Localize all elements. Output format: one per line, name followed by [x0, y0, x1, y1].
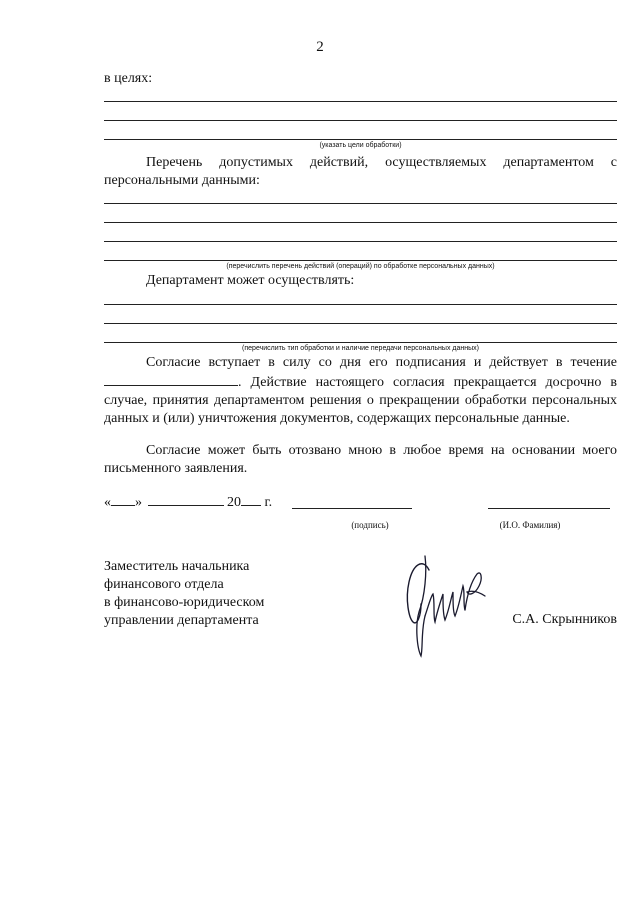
date-day-blank [111, 492, 135, 506]
transfer-paragraph: Департамент может осуществлять: [146, 273, 355, 288]
actions-line-4 [104, 260, 617, 261]
signatory-position [104, 558, 264, 630]
name-caption: (И.О. Фамилия) [499, 520, 561, 530]
actions-caption: (перечислить перечень действий (операций) по обработке персональных данных) [226, 263, 495, 270]
handwritten-signature [395, 552, 495, 662]
validity-paragraph [104, 354, 617, 428]
purpose-caption: (указать цели обработки) [319, 142, 402, 149]
position-line-2: финансового отдела [104, 577, 224, 592]
actions-paragraph: Перечень допустимых действий, осуществляемых департаментом с персональными данными: [104, 155, 617, 188]
signature-line [292, 508, 412, 509]
actions-line-3 [104, 241, 617, 242]
transfer-caption: (перечислить тип обработки и наличие передачи персональных данных) [242, 345, 479, 352]
transfer-line-1 [104, 304, 617, 305]
date-open-quote: « [104, 495, 111, 510]
purpose-line-3 [104, 139, 617, 140]
purpose-label: в целях: [104, 71, 153, 86]
purpose-line-1 [104, 101, 617, 102]
date-line [104, 492, 272, 512]
date-year-blank [241, 492, 261, 506]
transfer-line-2 [104, 323, 617, 324]
position-line-1: Заместитель начальника [104, 559, 250, 574]
validity-part-1: Согласие вступает в силу со дня его подписания и действует в течение [146, 355, 617, 370]
actions-line-2 [104, 222, 617, 223]
date-month-blank [148, 492, 224, 506]
date-year-prefix: 20 [227, 495, 241, 510]
validity-part-2: . Действие настоящего согласия прекращается досрочно в случае, принятия департаментом решения о прекращении обработки персональных данных и (или) уничтожения документов, содержащих персональные данные. [104, 375, 617, 426]
transfer-line-3 [104, 342, 617, 343]
name-line [488, 508, 610, 509]
page-number: 2 [316, 39, 324, 55]
signature-caption: (подпись) [351, 520, 389, 530]
revocation-paragraph: Согласие может быть отозвано мною в любое время на основании моего письменного заявления. [104, 443, 617, 476]
position-line-3: в финансово-юридическом [104, 595, 265, 610]
signatory-name: С.А. Скрынников [512, 612, 617, 627]
actions-line-1 [104, 203, 617, 204]
position-line-4: управлении департамента [104, 613, 259, 628]
purpose-line-2 [104, 120, 617, 121]
date-close-quote: » [135, 495, 142, 510]
validity-duration-blank [104, 372, 238, 386]
date-year-suffix: г. [264, 495, 273, 510]
